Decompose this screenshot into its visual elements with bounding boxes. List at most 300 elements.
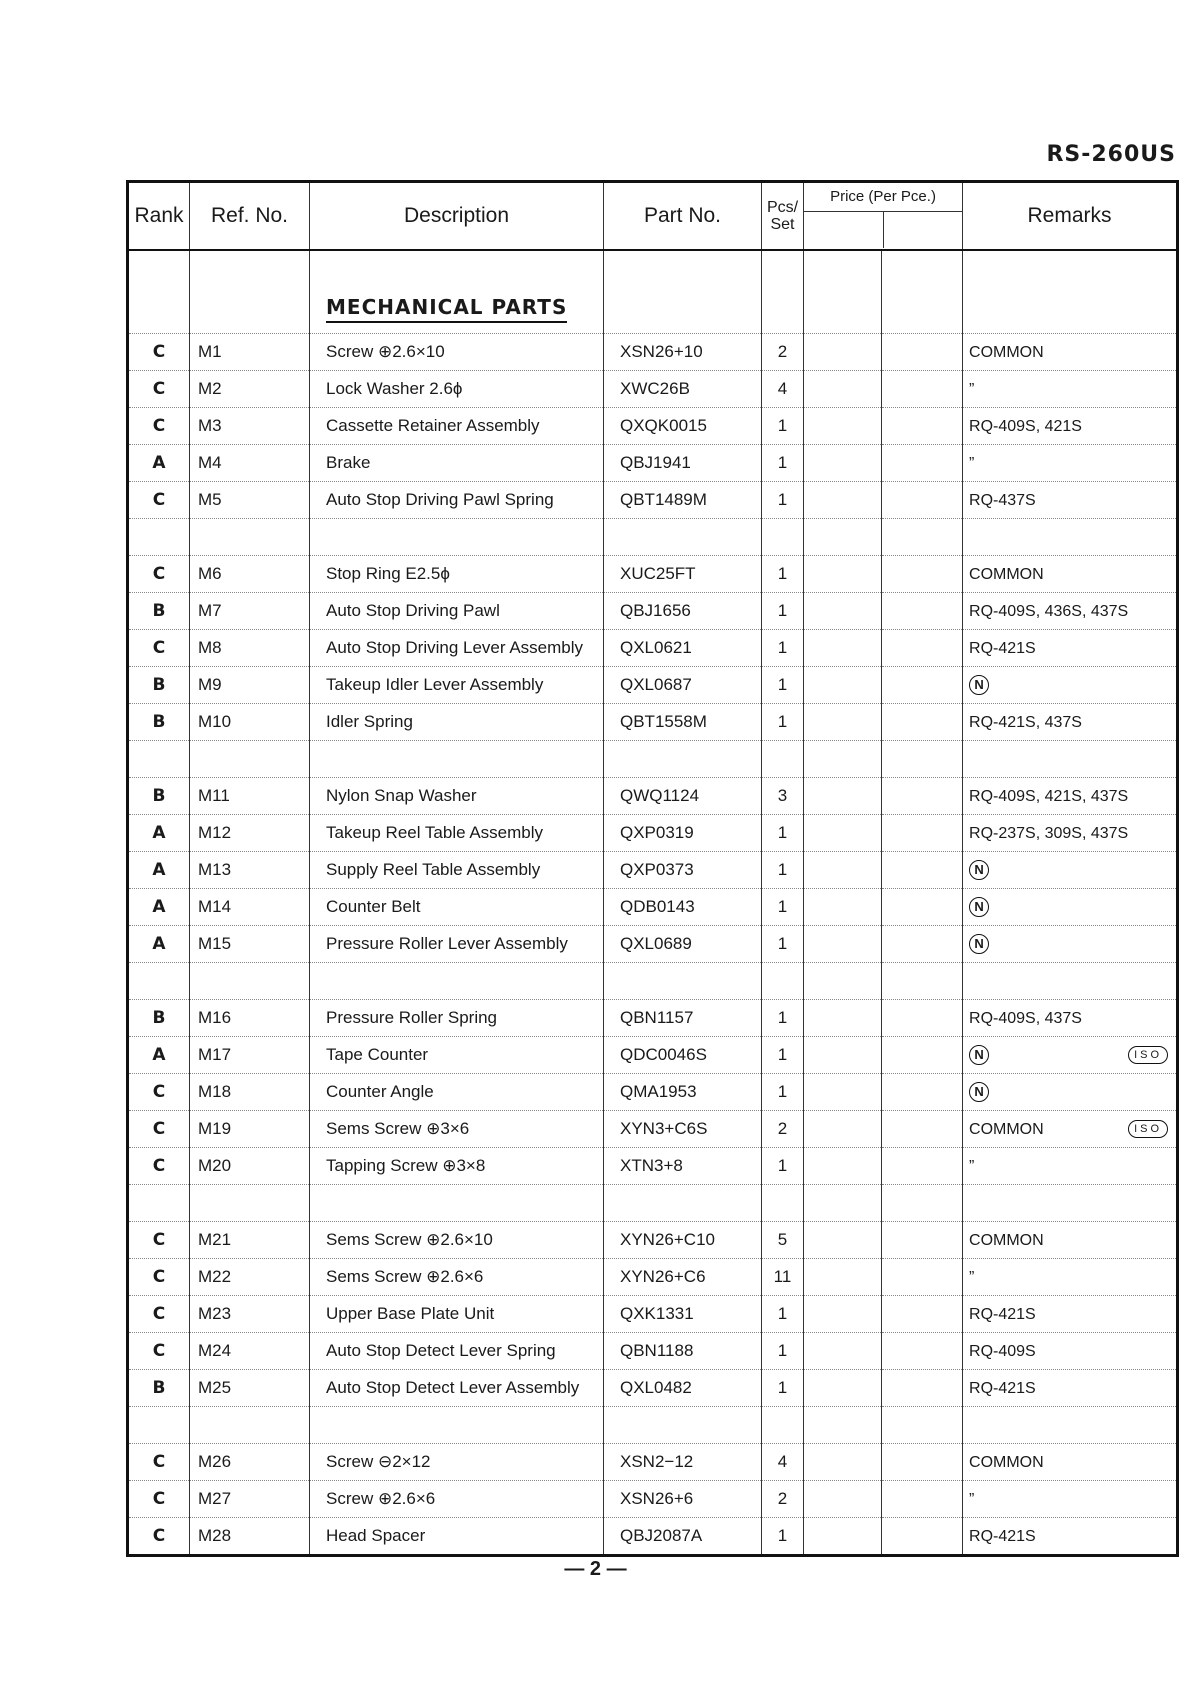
part-no-cell: XSN26+10 <box>604 334 762 371</box>
table-row <box>128 815 1178 852</box>
pcs-cell: 1 <box>762 1148 804 1185</box>
description-cell: Idler Spring <box>310 704 604 741</box>
pcs-cell: 1 <box>762 445 804 482</box>
n-mark-icon: N <box>969 675 989 695</box>
part-no-cell: XUC25FT <box>604 556 762 593</box>
part-no-cell: QMA1953 <box>604 1074 762 1111</box>
ref-no-cell: M3 <box>190 408 310 445</box>
remarks-cell <box>963 556 1178 593</box>
remarks-text: COMMON <box>969 1120 1044 1138</box>
pcs-cell: 1 <box>762 1074 804 1111</box>
iso-mark-icon: ISO <box>1128 1046 1168 1064</box>
table-row <box>128 1037 1178 1074</box>
spacer-row <box>128 1185 1178 1222</box>
n-mark-icon: N <box>969 897 989 917</box>
price-cell <box>882 1037 963 1074</box>
description-cell: Sems Screw ⊕2.6×6 <box>310 1259 604 1296</box>
description-cell: Tape Counter <box>310 1037 604 1074</box>
remarks-cell <box>963 1444 1178 1481</box>
remarks-text: RQ-421S, 437S <box>969 713 1082 731</box>
remarks-text: RQ-409S, 437S <box>969 1009 1082 1027</box>
remarks-text: COMMON <box>969 1231 1044 1249</box>
table-row <box>128 1111 1178 1148</box>
price-cell <box>882 1111 963 1148</box>
ref-no-cell: M26 <box>190 1444 310 1481</box>
pcs-cell: 5 <box>762 1222 804 1259</box>
price-cell <box>804 667 882 704</box>
price-cell <box>882 1148 963 1185</box>
remarks-cell <box>963 1333 1178 1370</box>
part-no-cell: QBJ1941 <box>604 445 762 482</box>
rank-cell: A <box>128 1037 190 1074</box>
section-header-row <box>128 250 1178 334</box>
remarks-cell <box>963 1111 1178 1148</box>
part-no-cell: QBJ1656 <box>604 593 762 630</box>
remarks-cell <box>963 482 1178 519</box>
ref-no-cell: M8 <box>190 630 310 667</box>
price-cell <box>804 1259 882 1296</box>
pcs-cell: 1 <box>762 1037 804 1074</box>
remarks-text: RQ-409S, 421S, 437S <box>969 787 1129 805</box>
description-cell: Cassette Retainer Assembly <box>310 408 604 445</box>
table-row <box>128 1074 1178 1111</box>
remarks-text: RQ-409S, 436S, 437S <box>969 602 1129 620</box>
table-row <box>128 1444 1178 1481</box>
header-price <box>804 182 963 251</box>
table-row <box>128 1222 1178 1259</box>
price-cell <box>882 1259 963 1296</box>
part-no-cell: QXP0373 <box>604 852 762 889</box>
price-cell <box>804 1074 882 1111</box>
spacer-row <box>128 963 1178 1000</box>
spacer-row <box>128 741 1178 778</box>
rank-cell: C <box>128 1444 190 1481</box>
pcs-cell: 3 <box>762 778 804 815</box>
description-cell: Supply Reel Table Assembly <box>310 852 604 889</box>
part-no-cell: QXP0319 <box>604 815 762 852</box>
price-cell <box>804 1111 882 1148</box>
rank-cell: C <box>128 482 190 519</box>
ref-no-cell: M6 <box>190 556 310 593</box>
part-no-cell: QXL0482 <box>604 1370 762 1407</box>
remarks-cell <box>963 889 1178 926</box>
remarks-text: RQ-421S <box>969 1305 1036 1323</box>
remarks-text: COMMON <box>969 1453 1044 1471</box>
rank-cell: A <box>128 445 190 482</box>
rank-cell: C <box>128 1074 190 1111</box>
table-row <box>128 334 1178 371</box>
ref-no-cell: M10 <box>190 704 310 741</box>
rank-cell: B <box>128 778 190 815</box>
table-row <box>128 926 1178 963</box>
pcs-cell: 1 <box>762 408 804 445</box>
pcs-cell: 1 <box>762 1000 804 1037</box>
price-cell <box>804 445 882 482</box>
remarks-text: ” <box>969 1157 975 1175</box>
description-cell: Pressure Roller Spring <box>310 1000 604 1037</box>
remarks-cell <box>963 1148 1178 1185</box>
rank-cell: C <box>128 334 190 371</box>
pcs-cell: 1 <box>762 667 804 704</box>
part-no-cell: XSN2−12 <box>604 1444 762 1481</box>
table-row <box>128 556 1178 593</box>
pcs-cell: 2 <box>762 1111 804 1148</box>
price-cell <box>882 889 963 926</box>
header-ref-no: Ref. No. <box>190 182 310 251</box>
remarks-cell <box>963 1370 1178 1407</box>
price-cell <box>882 334 963 371</box>
table-row <box>128 482 1178 519</box>
ref-no-cell: M17 <box>190 1037 310 1074</box>
price-cell <box>804 408 882 445</box>
price-cell <box>804 1370 882 1407</box>
rank-cell: C <box>128 1333 190 1370</box>
remarks-cell <box>963 1481 1178 1518</box>
remarks-cell <box>963 334 1178 371</box>
rank-cell: C <box>128 1518 190 1556</box>
description-cell: Sems Screw ⊕2.6×10 <box>310 1222 604 1259</box>
ref-no-cell: M9 <box>190 667 310 704</box>
price-cell <box>882 1296 963 1333</box>
table-row <box>128 1518 1178 1556</box>
rank-cell: C <box>128 1148 190 1185</box>
price-cell <box>882 704 963 741</box>
pcs-cell: 2 <box>762 334 804 371</box>
remarks-cell <box>963 1074 1178 1111</box>
price-cell <box>882 593 963 630</box>
price-cell <box>882 1481 963 1518</box>
price-cell <box>804 334 882 371</box>
part-no-cell: QXL0621 <box>604 630 762 667</box>
part-no-cell: QBT1558M <box>604 704 762 741</box>
rank-cell: A <box>128 852 190 889</box>
header-remarks: Remarks <box>963 182 1178 251</box>
remarks-text: ” <box>969 1268 975 1286</box>
rank-cell: B <box>128 1370 190 1407</box>
pcs-cell: 1 <box>762 815 804 852</box>
remarks-text: RQ-409S <box>969 1342 1036 1360</box>
table-row <box>128 1333 1178 1370</box>
table-row <box>128 593 1178 630</box>
price-cell <box>882 1222 963 1259</box>
price-cell <box>882 408 963 445</box>
table-row <box>128 1000 1178 1037</box>
header-description: Description <box>310 182 604 251</box>
remarks-cell <box>963 1000 1178 1037</box>
table-row <box>128 889 1178 926</box>
n-mark-icon: N <box>969 1045 989 1065</box>
rank-cell: B <box>128 1000 190 1037</box>
remarks-cell <box>963 852 1178 889</box>
part-no-cell: QBN1157 <box>604 1000 762 1037</box>
price-cell <box>804 1518 882 1556</box>
price-cell <box>882 926 963 963</box>
price-cell <box>804 1222 882 1259</box>
remarks-text: RQ-237S, 309S, 437S <box>969 824 1129 842</box>
remarks-text: RQ-421S <box>969 639 1036 657</box>
price-cell <box>804 1000 882 1037</box>
parts-list-table <box>126 180 1179 1557</box>
table-row <box>128 667 1178 704</box>
price-cell <box>882 778 963 815</box>
ref-no-cell: M20 <box>190 1148 310 1185</box>
remarks-cell <box>963 371 1178 408</box>
price-cell <box>882 482 963 519</box>
ref-no-cell: M14 <box>190 889 310 926</box>
rank-cell: C <box>128 630 190 667</box>
remarks-text: RQ-421S <box>969 1527 1036 1545</box>
rank-cell: C <box>128 1111 190 1148</box>
pcs-cell: 1 <box>762 556 804 593</box>
header-pcs-set: Pcs/ Set <box>762 182 804 251</box>
description-cell: Auto Stop Driving Lever Assembly <box>310 630 604 667</box>
description-cell: Auto Stop Detect Lever Spring <box>310 1333 604 1370</box>
price-cell <box>804 593 882 630</box>
price-cell <box>882 445 963 482</box>
rank-cell: A <box>128 926 190 963</box>
ref-no-cell: M11 <box>190 778 310 815</box>
part-no-cell: XWC26B <box>604 371 762 408</box>
price-cell <box>804 1148 882 1185</box>
price-cell <box>882 1370 963 1407</box>
table-row <box>128 778 1178 815</box>
pcs-cell: 4 <box>762 371 804 408</box>
remarks-cell <box>963 1037 1178 1074</box>
price-cell <box>804 556 882 593</box>
ref-no-cell: M19 <box>190 1111 310 1148</box>
description-cell: Takeup Reel Table Assembly <box>310 815 604 852</box>
rank-cell: C <box>128 1296 190 1333</box>
table-row <box>128 1296 1178 1333</box>
price-cell <box>804 889 882 926</box>
ref-no-cell: M4 <box>190 445 310 482</box>
remarks-cell <box>963 667 1178 704</box>
description-cell: Head Spacer <box>310 1518 604 1556</box>
ref-no-cell: M16 <box>190 1000 310 1037</box>
remarks-text: ” <box>969 380 975 398</box>
remarks-cell <box>963 1518 1178 1556</box>
rank-cell: A <box>128 815 190 852</box>
price-cell <box>804 1481 882 1518</box>
rank-cell: A <box>128 889 190 926</box>
ref-no-cell: M21 <box>190 1222 310 1259</box>
pcs-cell: 1 <box>762 889 804 926</box>
description-cell: Auto Stop Driving Pawl Spring <box>310 482 604 519</box>
remarks-text: COMMON <box>969 565 1044 583</box>
price-cell <box>804 778 882 815</box>
remarks-text: RQ-421S <box>969 1379 1036 1397</box>
pcs-cell: 4 <box>762 1444 804 1481</box>
pcs-cell: 1 <box>762 1370 804 1407</box>
part-no-cell: QBJ2087A <box>604 1518 762 1556</box>
table-row <box>128 630 1178 667</box>
table-row <box>128 704 1178 741</box>
n-mark-icon: N <box>969 1082 989 1102</box>
description-cell: Tapping Screw ⊕3×8 <box>310 1148 604 1185</box>
ref-no-cell: M7 <box>190 593 310 630</box>
price-cell <box>804 1444 882 1481</box>
description-cell: Sems Screw ⊕3×6 <box>310 1111 604 1148</box>
pcs-cell: 1 <box>762 1518 804 1556</box>
price-cell <box>882 1518 963 1556</box>
part-no-cell: QXK1331 <box>604 1296 762 1333</box>
remarks-text: ” <box>969 1490 975 1508</box>
part-no-cell: XSN26+6 <box>604 1481 762 1518</box>
part-no-cell: QXL0687 <box>604 667 762 704</box>
part-no-cell: XYN26+C10 <box>604 1222 762 1259</box>
price-cell <box>882 1000 963 1037</box>
remarks-cell <box>963 926 1178 963</box>
ref-no-cell: M28 <box>190 1518 310 1556</box>
price-cell <box>882 1444 963 1481</box>
pcs-cell: 1 <box>762 704 804 741</box>
ref-no-cell: M5 <box>190 482 310 519</box>
rank-cell: C <box>128 1481 190 1518</box>
part-no-cell: QXQK0015 <box>604 408 762 445</box>
part-no-cell: QWQ1124 <box>604 778 762 815</box>
price-cell <box>882 667 963 704</box>
section-title: MECHANICAL PARTS <box>326 295 567 323</box>
description-cell: Brake <box>310 445 604 482</box>
part-no-cell: XYN3+C6S <box>604 1111 762 1148</box>
price-cell <box>882 371 963 408</box>
ref-no-cell: M15 <box>190 926 310 963</box>
price-cell <box>804 1037 882 1074</box>
description-cell: Lock Washer 2.6ϕ <box>310 371 604 408</box>
part-no-cell: QDB0143 <box>604 889 762 926</box>
table-row <box>128 1148 1178 1185</box>
price-cell <box>804 704 882 741</box>
description-cell: Pressure Roller Lever Assembly <box>310 926 604 963</box>
price-cell <box>882 556 963 593</box>
pcs-cell: 1 <box>762 1333 804 1370</box>
pcs-cell: 2 <box>762 1481 804 1518</box>
ref-no-cell: M18 <box>190 1074 310 1111</box>
description-cell: Stop Ring E2.5ϕ <box>310 556 604 593</box>
price-cell <box>882 630 963 667</box>
header-part-no: Part No. <box>604 182 762 251</box>
spacer-row <box>128 519 1178 556</box>
pcs-cell: 1 <box>762 593 804 630</box>
pcs-cell: 1 <box>762 1296 804 1333</box>
rank-cell: C <box>128 1259 190 1296</box>
table-row <box>128 408 1178 445</box>
rank-cell: C <box>128 1222 190 1259</box>
description-cell: Counter Angle <box>310 1074 604 1111</box>
part-no-cell: QDC0046S <box>604 1037 762 1074</box>
description-cell: Auto Stop Detect Lever Assembly <box>310 1370 604 1407</box>
description-cell: Upper Base Plate Unit <box>310 1296 604 1333</box>
table-row <box>128 445 1178 482</box>
header-price-label: Price (Per Pce.) <box>804 183 962 212</box>
part-no-cell: XYN26+C6 <box>604 1259 762 1296</box>
price-cell <box>882 815 963 852</box>
model-number: RS-260US <box>1046 142 1176 167</box>
price-cell <box>882 1333 963 1370</box>
rank-cell: C <box>128 556 190 593</box>
rank-cell: B <box>128 593 190 630</box>
ref-no-cell: M27 <box>190 1481 310 1518</box>
price-cell <box>882 852 963 889</box>
n-mark-icon: N <box>969 860 989 880</box>
remarks-text: RQ-437S <box>969 491 1036 509</box>
remarks-cell <box>963 630 1178 667</box>
price-cell <box>804 482 882 519</box>
description-cell: Screw ⊖2×12 <box>310 1444 604 1481</box>
pcs-cell: 11 <box>762 1259 804 1296</box>
pcs-cell: 1 <box>762 482 804 519</box>
ref-no-cell: M22 <box>190 1259 310 1296</box>
header-rank: Rank <box>128 182 190 251</box>
remarks-text: COMMON <box>969 343 1044 361</box>
rank-cell: C <box>128 408 190 445</box>
remarks-text: ” <box>969 454 975 472</box>
description-cell: Takeup Idler Lever Assembly <box>310 667 604 704</box>
price-cell <box>804 1296 882 1333</box>
price-cell <box>804 1333 882 1370</box>
table-row <box>128 1481 1178 1518</box>
part-no-cell: QXL0689 <box>604 926 762 963</box>
part-no-cell: XTN3+8 <box>604 1148 762 1185</box>
table-row <box>128 1259 1178 1296</box>
remarks-cell <box>963 704 1178 741</box>
remarks-cell <box>963 593 1178 630</box>
pcs-cell: 1 <box>762 630 804 667</box>
description-cell: Screw ⊕2.6×10 <box>310 334 604 371</box>
table-row <box>128 1370 1178 1407</box>
ref-no-cell: M23 <box>190 1296 310 1333</box>
rank-cell: C <box>128 371 190 408</box>
price-cell <box>804 371 882 408</box>
description-cell: Counter Belt <box>310 889 604 926</box>
n-mark-icon: N <box>969 934 989 954</box>
rank-cell: B <box>128 704 190 741</box>
price-cell <box>804 630 882 667</box>
rank-cell: B <box>128 667 190 704</box>
part-no-cell: QBN1188 <box>604 1333 762 1370</box>
ref-no-cell: M2 <box>190 371 310 408</box>
remarks-text: RQ-409S, 421S <box>969 417 1082 435</box>
ref-no-cell: M25 <box>190 1370 310 1407</box>
table-row <box>128 371 1178 408</box>
ref-no-cell: M24 <box>190 1333 310 1370</box>
price-cell <box>804 926 882 963</box>
ref-no-cell: M1 <box>190 334 310 371</box>
price-cell <box>882 1074 963 1111</box>
table-header-row <box>128 182 1178 251</box>
price-cell <box>804 815 882 852</box>
table-row <box>128 852 1178 889</box>
page-number: — 2 — <box>564 1558 627 1580</box>
part-no-cell: QBT1489M <box>604 482 762 519</box>
remarks-cell <box>963 445 1178 482</box>
ref-no-cell: M12 <box>190 815 310 852</box>
remarks-cell <box>963 408 1178 445</box>
pcs-cell: 1 <box>762 852 804 889</box>
pcs-cell: 1 <box>762 926 804 963</box>
remarks-cell <box>963 1222 1178 1259</box>
description-cell: Screw ⊕2.6×6 <box>310 1481 604 1518</box>
price-cell <box>804 852 882 889</box>
remarks-cell <box>963 778 1178 815</box>
spacer-row <box>128 1407 1178 1444</box>
remarks-cell <box>963 815 1178 852</box>
remarks-cell <box>963 1296 1178 1333</box>
ref-no-cell: M13 <box>190 852 310 889</box>
description-cell: Nylon Snap Washer <box>310 778 604 815</box>
description-cell: Auto Stop Driving Pawl <box>310 593 604 630</box>
iso-mark-icon: ISO <box>1128 1120 1168 1138</box>
